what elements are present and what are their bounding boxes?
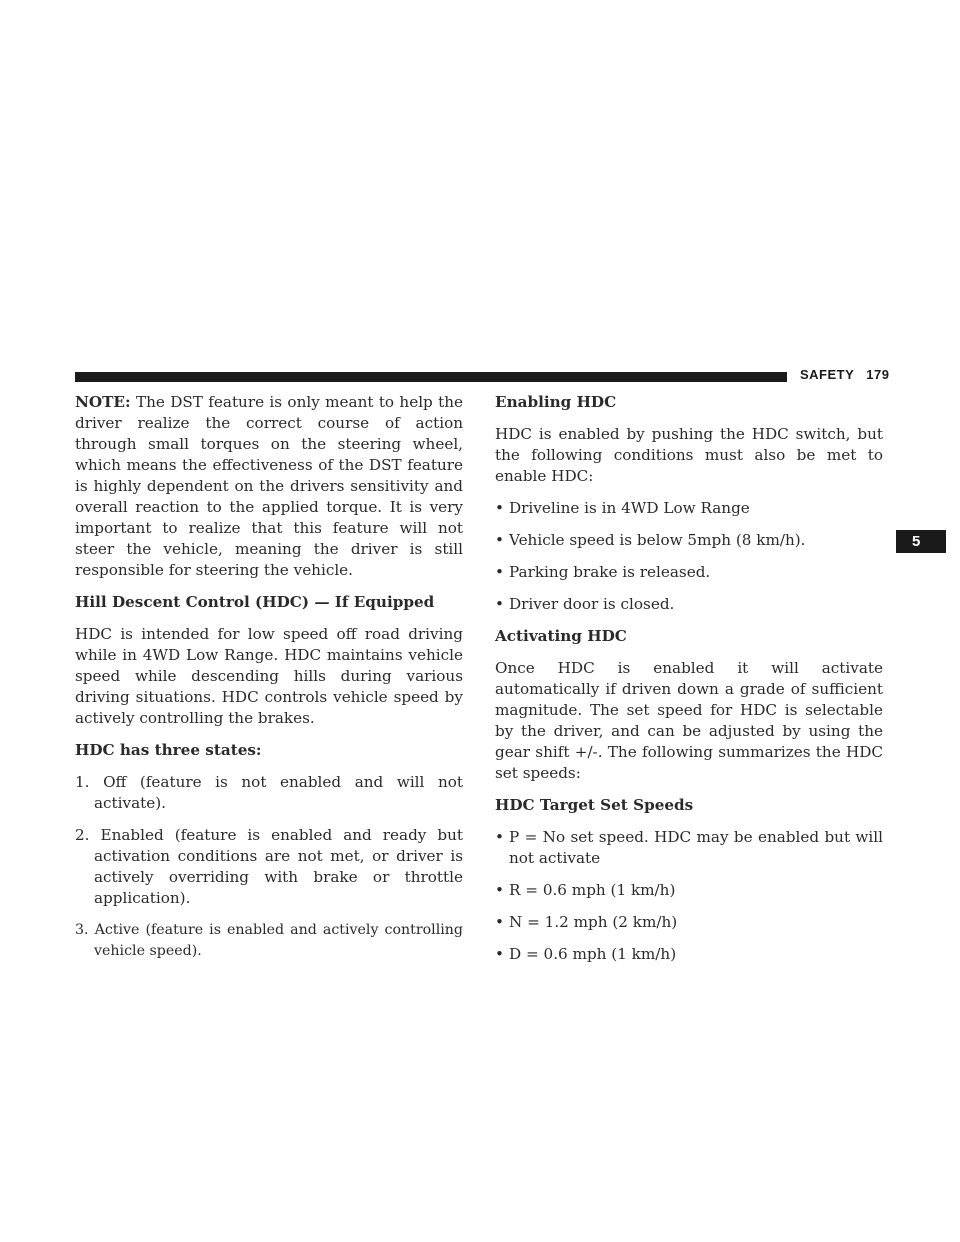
right-column	[495, 392, 883, 976]
bullet-icon: •	[495, 531, 504, 549]
activating-text: Once HDC is enabled it will activate automatically if driven down a grade of sufficient magnitude. The set speed for HDC is selectable by the driver, and can be adjusted by using the gear shift +/-. The following summarizes the HDC set speeds:	[495, 659, 883, 782]
states-heading: HDC has three states:	[75, 741, 262, 759]
speed-text: N = 1.2 mph (2 km/h)	[509, 913, 678, 931]
state-item: 1. Off (feature is not enabled and will not activate).	[75, 773, 463, 812]
state-item: 3. Active (feature is enabled and actively controlling vehicle speed).	[75, 922, 463, 959]
header-rule	[75, 372, 787, 382]
condition-text: Driveline is in 4WD Low Range	[509, 499, 750, 517]
speed-item	[495, 912, 883, 933]
enabling-heading: Enabling HDC	[495, 393, 617, 411]
section-title: SAFETY	[800, 367, 855, 382]
hdc-intro: HDC is intended for low speed off road driving while in 4WD Low Range. HDC maintains vehicle speed while descending hills during various driving situations. HDC controls vehicle speed by actively controlling the brakes.	[75, 625, 463, 727]
speeds-heading: HDC Target Set Speeds	[495, 796, 694, 814]
speed-text: R = 0.6 mph (1 km/h)	[509, 881, 676, 899]
hdc-heading: Hill Descent Control (HDC) — If Equipped	[75, 593, 435, 611]
speed-item	[495, 880, 883, 901]
bullet-icon: •	[495, 881, 504, 899]
page-header	[800, 367, 890, 382]
page-number: 179	[866, 367, 890, 382]
note-label: NOTE:	[75, 393, 131, 411]
condition-item	[495, 562, 883, 583]
condition-item	[495, 498, 883, 519]
bullet-icon: •	[495, 945, 504, 963]
condition-text: Parking brake is released.	[509, 563, 711, 581]
condition-text: Driver door is closed.	[509, 595, 675, 613]
chapter-tab: 5	[896, 530, 946, 553]
note-paragraph	[75, 392, 463, 581]
speed-item	[495, 944, 883, 965]
note-text: The DST feature is only meant to help the driver realize the correct course of action through small torques on the steering wheel, which means the effectiveness of the DST feature is highly dependent on the drivers sensitivity and overall reaction to the applied torque. It is very important to realize that this feature will not steer the vehicle, meaning the driver is still responsible for steering the vehicle.	[75, 393, 464, 579]
condition-text: Vehicle speed is below 5mph (8 km/h).	[509, 531, 806, 549]
state-item: 2. Enabled (feature is enabled and ready but activation conditions are not met, or driver is actively overriding with brake or throttle application).	[75, 826, 463, 907]
left-column	[75, 392, 463, 973]
bullet-icon: •	[495, 563, 504, 581]
condition-item	[495, 594, 883, 615]
bullet-icon: •	[495, 828, 504, 846]
bullet-icon: •	[495, 913, 504, 931]
activating-heading: Activating HDC	[495, 627, 627, 645]
speed-item	[495, 827, 883, 869]
bullet-icon: •	[495, 499, 504, 517]
speed-text: D = 0.6 mph (1 km/h)	[509, 945, 677, 963]
condition-item	[495, 530, 883, 551]
speed-text: P = No set speed. HDC may be enabled but will not activate	[509, 828, 883, 867]
bullet-icon: •	[495, 595, 504, 613]
enabling-intro: HDC is enabled by pushing the HDC switch, but the following conditions must also be met to enable HDC:	[495, 425, 883, 485]
